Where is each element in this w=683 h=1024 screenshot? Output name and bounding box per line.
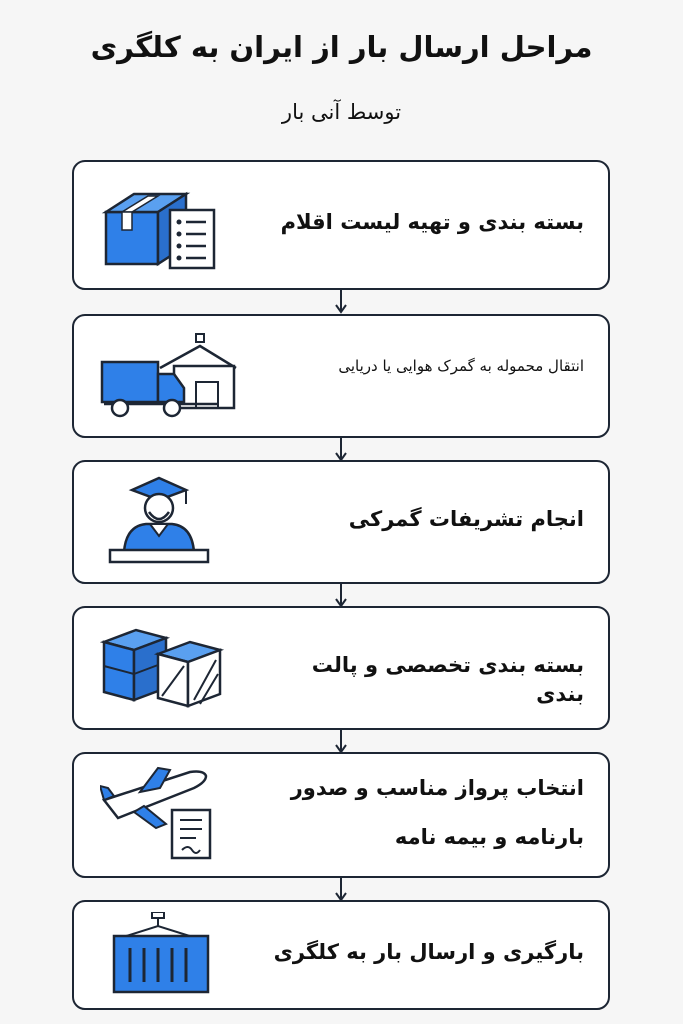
truck-customs-icon — [100, 328, 240, 423]
arrow-down-icon — [334, 289, 348, 315]
step-packing — [72, 160, 610, 290]
box-checklist-icon — [100, 182, 230, 272]
step-loading-and-shipping — [72, 900, 610, 1010]
page-subtitle: توسط آنی بار — [281, 100, 402, 124]
step-label: انتقال محموله به گمرک هوایی یا دریایی — [338, 357, 584, 375]
step-label-line1: انتخاب پرواز مناسب و صدور — [290, 776, 584, 800]
airplane-document-icon — [100, 766, 230, 861]
pallet-boxes-icon — [100, 620, 230, 715]
customs-officer-icon — [104, 472, 214, 567]
step-specialized-packing — [72, 606, 610, 730]
step-customs-clearance — [72, 460, 610, 584]
step-label: انجام تشریفات گمرکی — [348, 507, 584, 531]
step-label — [264, 774, 584, 853]
step-flight-and-documents — [72, 752, 610, 878]
page-title: مراحل ارسال بار از ایران به کلگری — [90, 30, 593, 64]
step-transfer-to-customs — [72, 314, 610, 438]
step-label-line2: بارنامه و بیمه نامه — [394, 825, 584, 850]
step-label: بارگیری و ارسال بار به کلگری — [273, 940, 584, 964]
step-label: بسته بندی تخصصی و پالت بندی — [311, 653, 584, 707]
shipping-container-icon — [108, 912, 228, 997]
step-label: بسته بندی و تهیه لیست اقلام — [280, 210, 584, 234]
